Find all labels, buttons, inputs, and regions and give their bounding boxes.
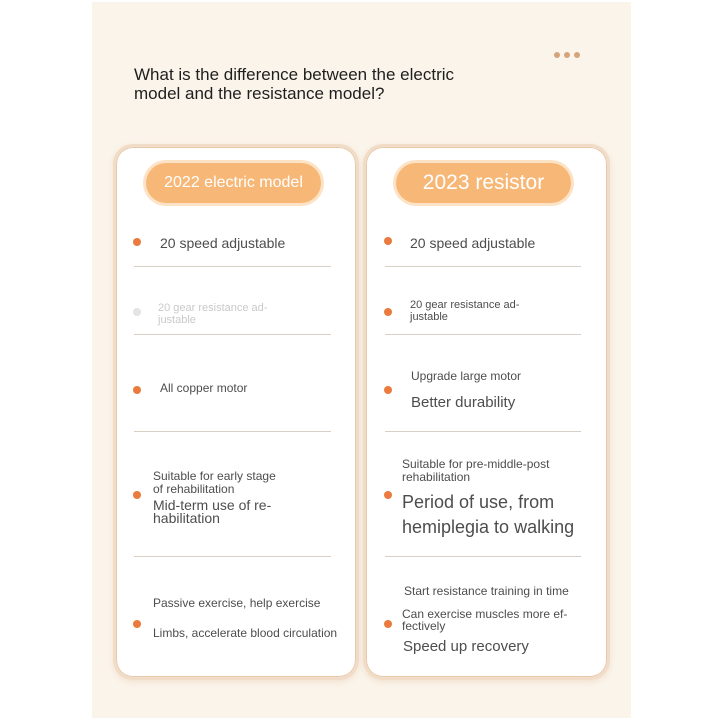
feature-line: Suitable for pre-middle-post [402,457,550,471]
feature-line: fectively [402,619,446,633]
feature-line: of rehabilitation [153,482,235,496]
feature-text [153,470,276,496]
more-dots-icon[interactable] [554,52,580,58]
feature-text-emphasis: Speed up recovery [403,638,529,655]
divider [385,334,581,335]
feature-line: Period of use, from [402,492,555,512]
feature-text: Limbs, accelerate blood circulation [153,626,338,640]
divider [134,266,331,267]
bullet-dot-icon [133,620,141,628]
comparison-card-resistor [363,144,610,680]
divider [134,334,331,335]
divider [385,431,581,432]
feature-text-emphasis: Better durability [411,394,516,411]
feature-text [410,299,519,323]
feature-text: Upgrade large motor [411,369,522,383]
feature-text: 20 speed adjustable [160,235,286,251]
dot [554,52,560,58]
page-title [134,65,554,103]
bullet-dot-icon [384,308,392,316]
feature-line: 20 gear resistance ad- [158,302,268,314]
question-line-1: What is the difference between the electric [134,65,455,84]
feature-text [402,608,567,632]
bullet-dot-icon [133,238,141,246]
feature-text: Passive exercise, help exercise [153,596,321,610]
feature-line: Can exercise muscles more ef- [402,607,568,621]
divider [134,431,331,432]
feature-text: Start resistance training in time [404,584,569,598]
column-title-electric: 2022 electric model [146,163,321,203]
feature-line: justable [410,311,448,323]
column-title-resistor: 2023 resistor [396,163,571,203]
bullet-dot-icon [384,386,392,394]
feature-text: All copper motor [160,381,248,395]
feature-line: justable [158,314,196,326]
feature-text [402,458,549,484]
feature-line: habilitation [153,510,220,526]
feature-text-emphasis [153,499,271,525]
bullet-dot-icon [133,491,141,499]
feature-line: rehabilitation [402,470,471,484]
bullet-dot-icon [384,237,392,245]
feature-text: 20 speed adjustable [410,235,536,251]
feature-line: Suitable for early stage [153,469,276,483]
feature-text-faded [158,302,267,326]
bullet-dot-icon [384,620,392,628]
feature-text-emphasis [402,490,574,540]
bullet-dot-icon [133,308,141,316]
divider [385,556,581,557]
feature-line: Mid-term use of re- [153,497,272,513]
feature-line: hemiplegia to walking [402,517,575,537]
feature-line: 20 gear resistance ad- [410,299,520,311]
divider [385,266,581,267]
dot [574,52,580,58]
dot [564,52,570,58]
bullet-dot-icon [384,491,392,499]
bullet-dot-icon [133,386,141,394]
divider [134,556,331,557]
question-line-2: model and the resistance model? [134,84,385,103]
